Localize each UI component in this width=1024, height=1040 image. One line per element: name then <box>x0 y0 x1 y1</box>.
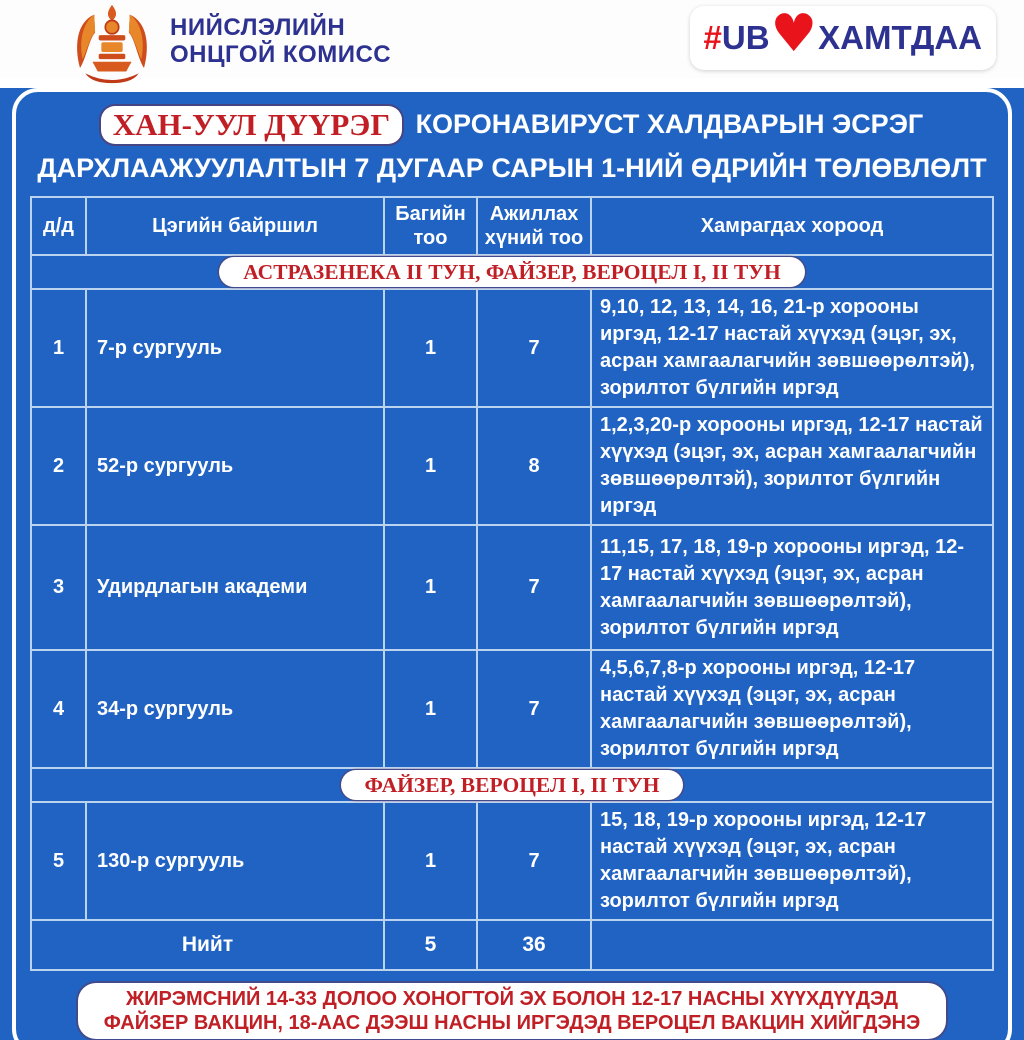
col-header-teams: Багийн тоо <box>384 197 477 255</box>
row-khoroos: 15, 18, 19-р хорооны иргэд, 12-17 настай хүүхэд (эцэг, эх, асран хамгаалагчийн зөвшөөрөлтэй), зорилтот бүлгийн иргэд <box>591 802 993 920</box>
total-teams: 5 <box>384 920 477 970</box>
org-name <box>170 14 391 68</box>
vaccination-plan-table <box>30 196 994 971</box>
header-band <box>0 0 1024 78</box>
row-number: 1 <box>31 289 86 407</box>
row-teams: 1 <box>384 802 477 920</box>
org-name-line1: НИЙСЛЭЛИЙН <box>170 14 346 41</box>
footer-notice <box>78 983 947 1039</box>
row-location: 34-р сургууль <box>86 650 384 768</box>
row-teams: 1 <box>384 289 477 407</box>
district-badge: ХАН-УУЛ ДҮҮРЭГ <box>101 106 402 144</box>
org-name-line2: ОНЦГОЙ КОМИСС <box>170 41 392 68</box>
row-number: 2 <box>31 407 86 525</box>
col-header-number: д/д <box>31 197 86 255</box>
row-workers: 7 <box>477 802 591 920</box>
row-teams: 1 <box>384 407 477 525</box>
table-row <box>31 650 993 768</box>
row-location: 52-р сургууль <box>86 407 384 525</box>
row-teams: 1 <box>384 525 477 650</box>
title-line1 <box>30 102 994 146</box>
section-row-astrazeneca <box>31 255 993 289</box>
row-workers: 7 <box>477 525 591 650</box>
total-row <box>31 920 993 970</box>
total-label: Нийт <box>31 920 384 970</box>
content-panel <box>12 88 1012 1040</box>
table-header-row <box>31 197 993 255</box>
row-number: 3 <box>31 525 86 650</box>
row-workers: 7 <box>477 289 591 407</box>
row-khoroos: 11,15, 17, 18, 19-р хорооны иргэд, 12-17 настай хүүхэд (эцэг, эх, асран хамгаалагчийн зөвшөөрөлтэй), зорилтот бүлгийн иргэд <box>591 525 993 650</box>
total-khoroos-empty <box>591 920 993 970</box>
section-row-pfizer <box>31 768 993 802</box>
section-label: АСТРАЗЕНЕКА II ТУН, ФАЙЗЕР, ВЕРОЦЕЛ I, II ТУН <box>219 257 805 287</box>
col-header-workers: Ажиллах хүний тоо <box>477 197 591 255</box>
footer-notice-wrap <box>30 983 994 1039</box>
total-workers: 36 <box>477 920 591 970</box>
row-workers: 8 <box>477 407 591 525</box>
title-line1-text: КОРОНАВИРУСТ ХАЛДВАРЫН ЭСРЭГ <box>415 109 924 139</box>
title-line2: ДАРХЛААЖУУЛАЛТЫН 7 ДУГААР САРЫН 1-НИЙ ӨДРИЙН ТӨЛӨВЛӨЛТ <box>37 153 987 183</box>
row-number: 4 <box>31 650 86 768</box>
row-teams: 1 <box>384 650 477 768</box>
emblem-crest-icon <box>64 4 160 84</box>
row-khoroos: 4,5,6,7,8-р хорооны иргэд, 12-17 настай хүүхэд (эцэг, эх, асран хамгаалагчийн зөвшөөрөлтэй), зорилтот бүлгийн иргэд <box>591 650 993 768</box>
row-location: 7-р сургууль <box>86 289 384 407</box>
row-number: 5 <box>31 802 86 920</box>
col-header-location: Цэгийн байршил <box>86 197 384 255</box>
col-header-khoroos: Хамрагдах хороод <box>591 197 993 255</box>
hashtag-text: ХАМТДАА <box>818 19 982 56</box>
footer-line2: ФАЙЗЕР ВАКЦИН, 18-ААС ДЭЭШ НАСНЫ ИРГЭДЭД ВЕРОЦЕЛ ВАКЦИН ХИЙГДЭНЭ <box>103 1012 921 1034</box>
table-row <box>31 525 993 650</box>
hashtag-ub: UB <box>721 19 770 56</box>
section-label: ФАЙЗЕР, ВЕРОЦЕЛ I, II ТУН <box>341 770 684 800</box>
footer-line1: ЖИРЭМСНИЙ 14-33 ДОЛОО ХОНОГТОЙ ЭХ БОЛОН 12-17 НАСНЫ ХҮҮХДҮҮДЭД <box>126 988 898 1010</box>
heart-icon: ♥ <box>770 4 818 64</box>
table-row <box>31 407 993 525</box>
row-khoroos: 9,10, 12, 13, 14, 16, 21-р хорооны иргэд, 12-17 настай хүүхэд (эцэг, эх, асран хамгаалагчийн зөвшөөрөлтэй), зорилтот бүлгийн иргэд <box>591 289 993 407</box>
ub-together-badge <box>690 6 997 70</box>
hashtag-symbol: # <box>703 19 722 56</box>
row-location: 130-р сургууль <box>86 802 384 920</box>
table-row <box>31 802 993 920</box>
row-khoroos: 1,2,3,20-р хорооны иргэд, 12-17 настай хүүхэд (эцэг, эх, асран хамгаалагчийн зөвшөөрөлтэй), зорилтот бүлгийн иргэд <box>591 407 993 525</box>
row-workers: 7 <box>477 650 591 768</box>
table-row <box>31 289 993 407</box>
row-location: Удирдлагын академи <box>86 525 384 650</box>
page-title <box>30 102 994 190</box>
poster-body <box>0 88 1024 1040</box>
